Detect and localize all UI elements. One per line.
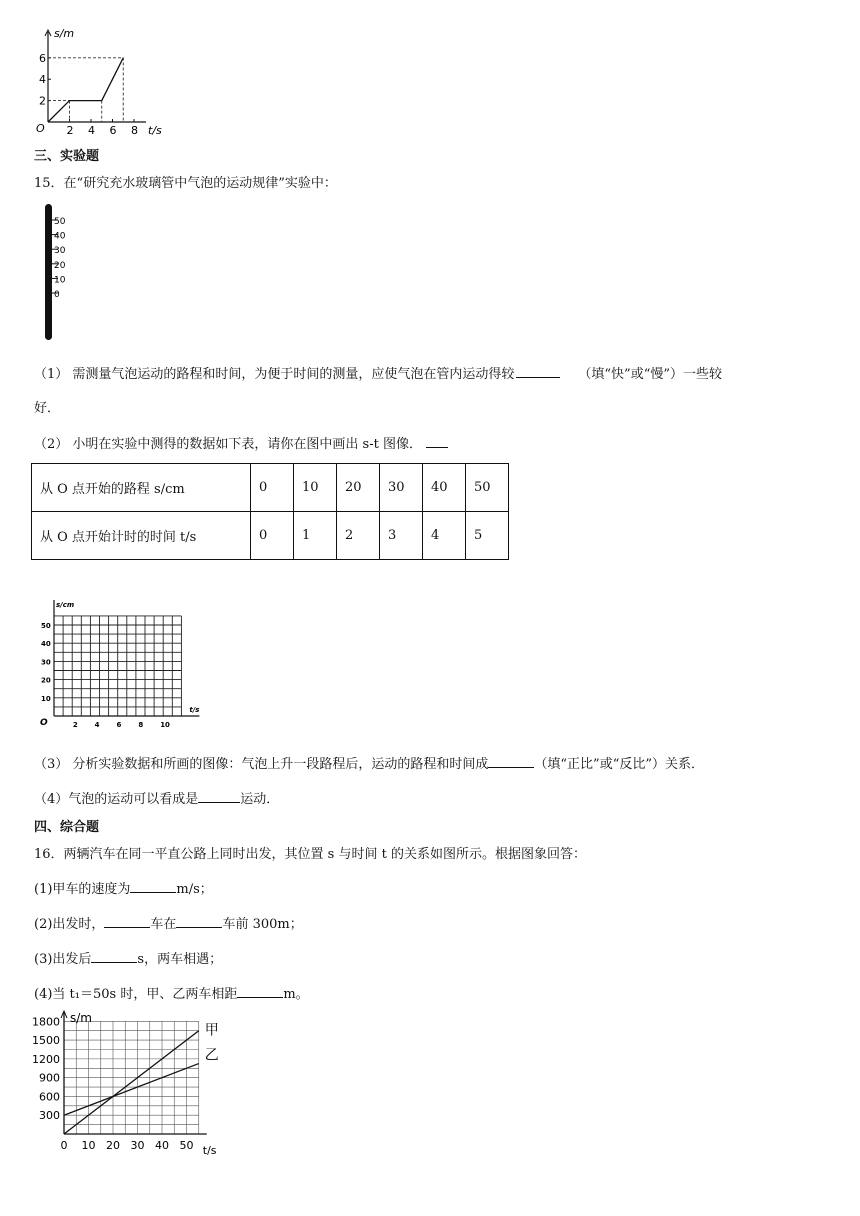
x-tick-label: 10 — [81, 1139, 96, 1152]
y-tick-label: 1800 — [32, 1015, 60, 1029]
y-tick-label: 30 — [41, 658, 51, 667]
q15-part2 — [34, 433, 448, 452]
blank-st-grid — [34, 598, 200, 730]
q16-s4-end: m。 — [283, 987, 309, 1002]
x-tick-label: 6 — [116, 721, 122, 729]
answer-blank[interactable] — [130, 880, 176, 893]
origin-label: O — [36, 122, 45, 135]
q15-p4-text: （4）气泡的运动可以看成是 — [34, 792, 199, 807]
y-axis-label: s/m — [54, 27, 75, 40]
q16-sub2 — [34, 913, 303, 932]
x-tick-label: 6 — [109, 124, 117, 137]
answer-blank[interactable] — [198, 790, 240, 803]
q16-sub1 — [34, 878, 213, 897]
q16-s2-end: 车前 300m； — [222, 917, 303, 932]
q15-p3-hint: （填“正比”或“反比”）关系． — [534, 757, 704, 772]
tube-tick-label: 0 — [54, 290, 60, 300]
x-axis-label: t/s — [189, 706, 200, 714]
q15-p1-end: 好． — [34, 401, 61, 416]
x-tick-label: 8 — [131, 124, 138, 137]
tube-scale — [40, 200, 80, 350]
answer-blank[interactable] — [91, 950, 137, 963]
q16-s3-end: s，两车相遇； — [137, 952, 223, 967]
series-label: 甲 — [204, 1022, 219, 1039]
q15-stem: 15．在“研究充水玻璃管中气泡的运动规律”实验中： — [34, 176, 337, 191]
x-tick-label: 4 — [94, 721, 100, 729]
q16-chart — [32, 1008, 219, 1168]
q16-sub3 — [34, 948, 222, 967]
q15-part4 — [34, 788, 279, 807]
series-line — [48, 58, 123, 122]
answer-blank[interactable] — [516, 365, 560, 378]
q15-p1-hint: （填“快”或“慢”）一些较 — [578, 367, 722, 382]
y-axis-label: s/m — [70, 1011, 92, 1025]
data-table — [31, 463, 509, 560]
q15-p2-text: （2） 小明在实验中测得的数据如下表，请你在图中画出 s-t 图像． — [34, 437, 422, 452]
section-4-title: 四、综合题 — [34, 820, 100, 835]
q15-p1-text: （1） 需测量气泡运动的路程和时间，为便于时间的测量，应使气泡在管内运动得较 — [34, 367, 515, 382]
answer-blank[interactable] — [237, 985, 283, 998]
series-label: 乙 — [204, 1047, 219, 1064]
table-row-label: 从 O 点开始计时的时间 t/s — [32, 512, 251, 560]
x-axis-label: t/s — [148, 124, 162, 137]
table-cell: 4 — [423, 512, 466, 560]
y-tick-label: 300 — [39, 1109, 60, 1123]
q16-s1-text: (1)甲车的速度为 — [34, 882, 131, 897]
x-tick-label: 30 — [130, 1139, 145, 1152]
x-axis-label: t/s — [202, 1144, 217, 1157]
y-tick-label: 20 — [41, 676, 51, 685]
y-axis-label: s/cm — [56, 601, 75, 609]
table-cell: 10 — [294, 464, 337, 512]
series-line — [64, 1064, 199, 1116]
x-tick-label: 2 — [72, 721, 78, 729]
table-cell: 40 — [423, 464, 466, 512]
tube-tick-label: 30 — [54, 246, 66, 257]
q16-s2-mid: 车在 — [150, 917, 177, 932]
table-cell: 20 — [337, 464, 380, 512]
origin-label: O — [40, 718, 48, 728]
y-tick-label: 2 — [39, 94, 46, 108]
table-row — [32, 464, 509, 512]
table-cell: 30 — [380, 464, 423, 512]
table-cell: 0 — [251, 512, 294, 560]
tube-tick-label: 40 — [54, 231, 66, 242]
fig14-graph — [28, 26, 208, 142]
y-tick-label: 1500 — [32, 1034, 60, 1048]
x-tick-label: 40 — [155, 1139, 169, 1152]
q16-s2-text: (2)出发时， — [34, 917, 105, 932]
q16-sub4 — [34, 983, 309, 1002]
table-cell: 50 — [466, 464, 509, 512]
q15-p4-end: 运动． — [240, 792, 280, 807]
guide-line — [48, 58, 123, 122]
series-line — [64, 1031, 199, 1134]
x-tick-label: 0 — [60, 1139, 68, 1152]
tube-tick-label: 20 — [54, 260, 66, 271]
table-row-label: 从 O 点开始的路程 s/cm — [32, 464, 251, 512]
y-tick-label: 4 — [39, 73, 46, 87]
y-tick-label: 900 — [39, 1071, 60, 1085]
q16-s1-unit: m/s； — [176, 882, 213, 897]
q16-stem: 16．两辆汽车在同一平直公路上同时出发，其位置 s 与时间 t 的关系如图所示。根据图象回答： — [34, 847, 586, 862]
q16-s4-text: (4)当 t₁＝50s 时，甲、乙两车相距 — [34, 987, 238, 1002]
answer-blank[interactable] — [176, 915, 222, 928]
y-tick-label: 40 — [41, 640, 51, 649]
y-tick-label: 600 — [39, 1090, 60, 1104]
table-row — [32, 512, 509, 560]
x-tick-label: 10 — [160, 721, 170, 729]
table-cell: 2 — [337, 512, 380, 560]
x-tick-label: 20 — [106, 1139, 120, 1152]
section-3-title: 三、实验题 — [34, 149, 100, 164]
x-tick-label: 50 — [179, 1139, 194, 1152]
tube-tick-label: 50 — [54, 217, 66, 227]
table-cell: 5 — [466, 512, 509, 560]
answer-blank[interactable] — [488, 755, 534, 768]
q15-p3-text: （3） 分析实验数据和所画的图像：气泡上升一段路程后，运动的路程和时间成 — [34, 757, 489, 772]
table-cell: 1 — [294, 512, 337, 560]
answer-blank[interactable] — [104, 915, 150, 928]
y-tick-label: 50 — [41, 622, 51, 630]
answer-blank[interactable] — [426, 435, 448, 448]
y-tick-label: 1200 — [32, 1052, 60, 1066]
y-tick-label: 6 — [39, 51, 46, 65]
q16-s3-text: (3)出发后 — [34, 952, 92, 967]
glass-tube — [45, 204, 52, 340]
table-cell: 0 — [251, 464, 294, 512]
q15-part1 — [34, 363, 722, 382]
tube-tick-label: 10 — [54, 275, 66, 286]
x-tick-label: 4 — [88, 124, 95, 137]
x-tick-label: 8 — [138, 721, 144, 729]
table-cell: 3 — [380, 512, 423, 560]
y-tick-label: 10 — [41, 694, 51, 703]
q15-part3 — [34, 753, 704, 772]
x-tick-label: 2 — [66, 124, 74, 137]
